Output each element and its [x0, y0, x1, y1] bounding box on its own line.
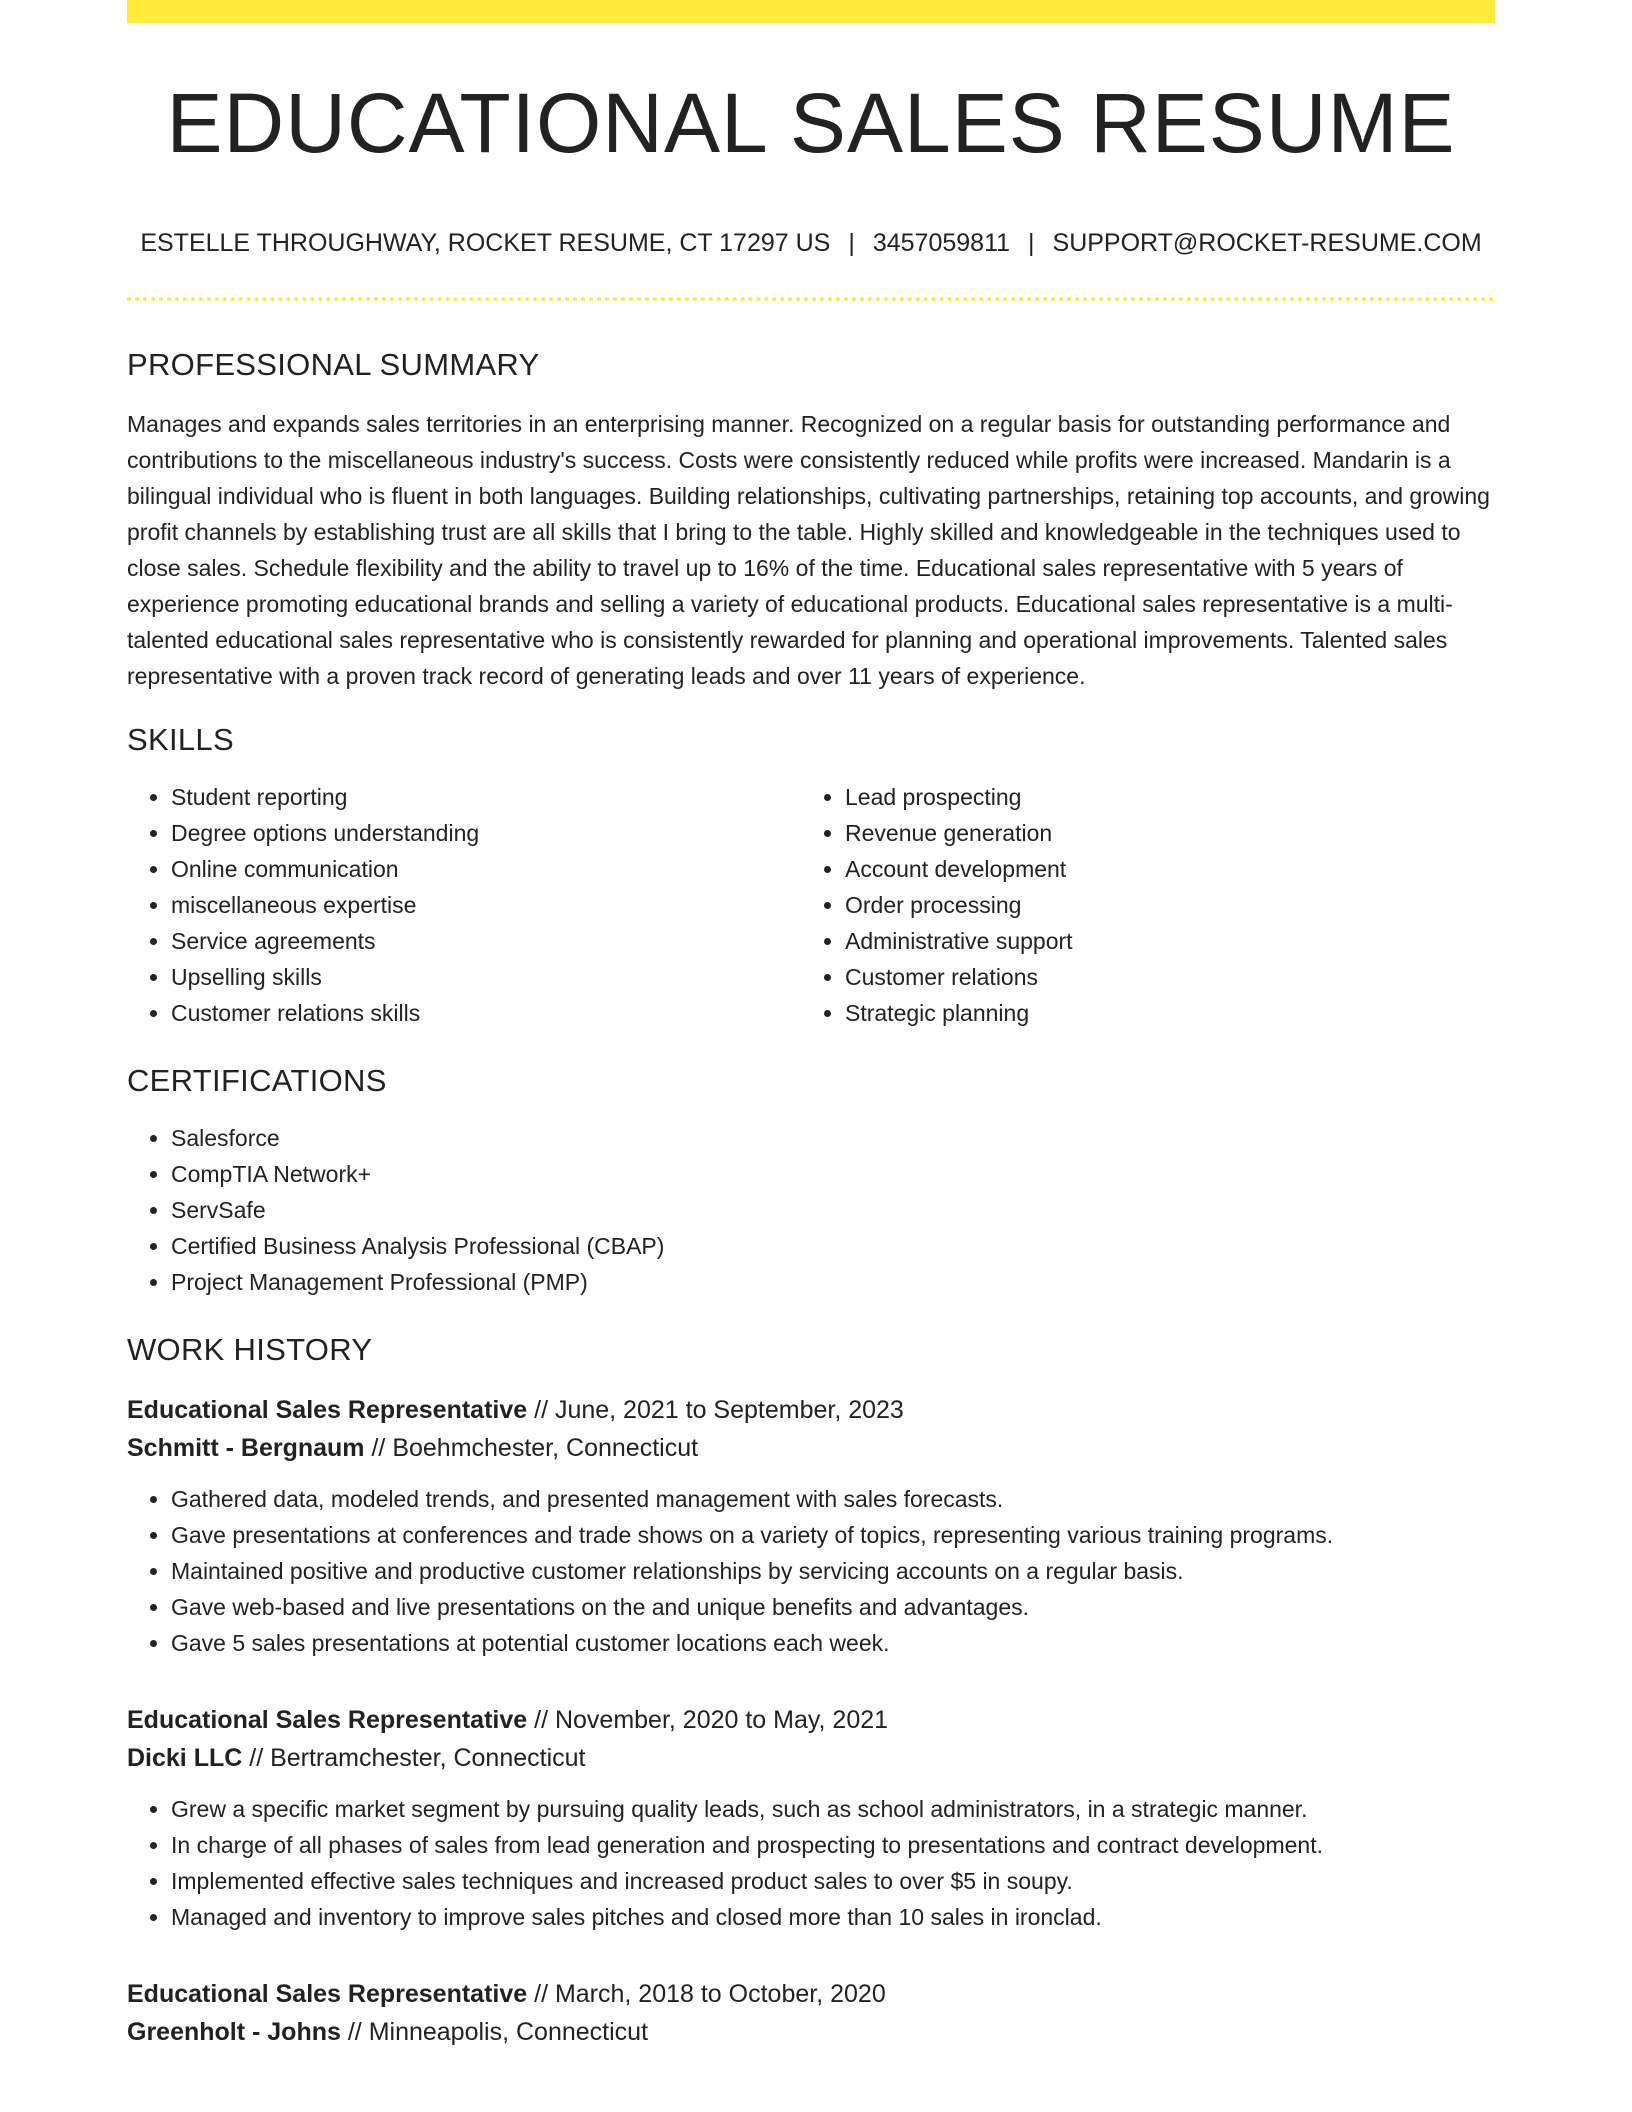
summary-heading: PROFESSIONAL SUMMARY: [127, 347, 540, 382]
contact-phone: 3457059811: [872, 229, 1011, 257]
skill-item: • Customer relations: [845, 959, 1475, 995]
skill-item: • miscellaneous expertise: [171, 887, 801, 923]
skills-column-left: [127, 779, 801, 1031]
skill-item: • Account development: [845, 851, 1475, 887]
job-dates: // March, 2018 to October, 2020: [527, 1980, 886, 2008]
skill-item: • Upselling skills: [171, 959, 801, 995]
job-bullets: [127, 1791, 1495, 1935]
skills-list: [127, 779, 1495, 1031]
job-company-line: [127, 1739, 1495, 1777]
certification-item: • Salesforce: [171, 1120, 1495, 1156]
job-entry: [127, 1975, 1495, 2051]
resume-page: [127, 0, 1495, 2051]
job-bullet: • Gathered data, modeled trends, and presented management with sales forecasts.: [171, 1481, 1495, 1517]
job-entry: [127, 1391, 1495, 1661]
contact-address: ESTELLE THROUGHWAY, ROCKET RESUME, CT 17297 US: [140, 229, 831, 257]
skill-item: • Student reporting: [171, 779, 801, 815]
skill-item: • Order processing: [845, 887, 1475, 923]
job-company-line: [127, 1429, 1495, 1467]
job-bullet: • Managed and inventory to improve sales pitches and closed more than 10 sales in ironclad.: [171, 1899, 1495, 1935]
job-bullet: • Gave web-based and live presentations on the and unique benefits and advantages.: [171, 1589, 1495, 1625]
certifications-list: [127, 1120, 1495, 1300]
job-bullet: • In charge of all phases of sales from lead generation and prospecting to presentations and contract development.: [171, 1827, 1495, 1863]
accent-bar: [127, 0, 1495, 23]
contact-email: SUPPORT@ROCKET-RESUME.COM: [1052, 229, 1482, 257]
job-bullet: • Grew a specific market segment by pursuing quality leads, such as school administrators, in a strategic manner.: [171, 1791, 1495, 1827]
job-location: // Boehmchester, Connecticut: [364, 1434, 699, 1462]
contact-separator: |: [848, 229, 855, 257]
job-company: Dicki LLC: [127, 1744, 243, 1772]
job-title-line: [127, 1975, 1495, 2013]
job-company: Schmitt - Bergnaum: [127, 1434, 365, 1462]
certification-item: • ServSafe: [171, 1192, 1495, 1228]
job-entry: [127, 1701, 1495, 1935]
job-bullet: • Maintained positive and productive customer relationships by servicing accounts on a regular basis.: [171, 1553, 1495, 1589]
certifications-heading: CERTIFICATIONS: [127, 1063, 387, 1098]
skill-item: • Administrative support: [845, 923, 1475, 959]
job-title-line: [127, 1391, 1495, 1429]
job-title: Educational Sales Representative: [127, 1396, 528, 1424]
job-bullets: [127, 1481, 1495, 1661]
job-dates: // November, 2020 to May, 2021: [527, 1706, 889, 1734]
job-location: // Minneapolis, Connecticut: [340, 2018, 649, 2046]
job-title-line: [127, 1701, 1495, 1739]
resume-title: EDUCATIONAL SALES RESUME: [166, 76, 1456, 170]
job-company: Greenholt - Johns: [127, 2018, 341, 2046]
certification-item: • Certified Business Analysis Professional (CBAP): [171, 1228, 1495, 1264]
job-title: Educational Sales Representative: [127, 1706, 528, 1734]
job-bullet: • Gave 5 sales presentations at potential customer locations each week.: [171, 1625, 1495, 1661]
job-company-line: [127, 2013, 1495, 2051]
certification-item: • Project Management Professional (PMP): [171, 1264, 1495, 1300]
dotted-divider: [127, 297, 1495, 301]
certification-item: • CompTIA Network+: [171, 1156, 1495, 1192]
job-dates: // June, 2021 to September, 2023: [527, 1396, 904, 1424]
job-location: // Bertramchester, Connecticut: [242, 1744, 586, 1772]
skill-item: • Strategic planning: [845, 995, 1475, 1031]
skills-column-right: [801, 779, 1475, 1031]
work-history-heading: WORK HISTORY: [127, 1332, 373, 1367]
skill-item: • Degree options understanding: [171, 815, 801, 851]
skill-item: • Customer relations skills: [171, 995, 801, 1031]
skill-item: • Lead prospecting: [845, 779, 1475, 815]
skills-heading: SKILLS: [127, 722, 234, 757]
contact-line: [127, 231, 1495, 256]
skill-item: • Online communication: [171, 851, 801, 887]
summary-text: Manages and expands sales territories in an enterprising manner. Recognized on a regular basis for outstanding performance and contributions to the miscellaneous industry's success. Costs were consistently reduced while profits were increased. Mandarin is a bilingual individual who is fluent in both languages. Building relationships, cultivating partnerships, retaining top accounts, and growing profit channels by establishing trust are all skills that I bring to the table. Highly skilled and knowledgeable in the techniques used to close sales. Schedule flexibility and the ability to travel up to 16% of the time. Educational sales representative with 5 years of experience promoting educational brands and selling a variety of educational products. Educational sales representative is a multi-talented educational sales representative who is consistently rewarded for planning and operational improvements. Talented sales representative with a proven track record of generating leads and over 11 years of experience.: [127, 411, 1490, 689]
skill-item: • Revenue generation: [845, 815, 1475, 851]
job-bullet: • Gave presentations at conferences and trade shows on a variety of topics, representing various training programs.: [171, 1517, 1495, 1553]
skill-item: • Service agreements: [171, 923, 801, 959]
job-title: Educational Sales Representative: [127, 1980, 528, 2008]
job-bullet: • Implemented effective sales techniques and increased product sales to over $5 in soupy.: [171, 1863, 1495, 1899]
contact-separator: |: [1028, 229, 1035, 257]
